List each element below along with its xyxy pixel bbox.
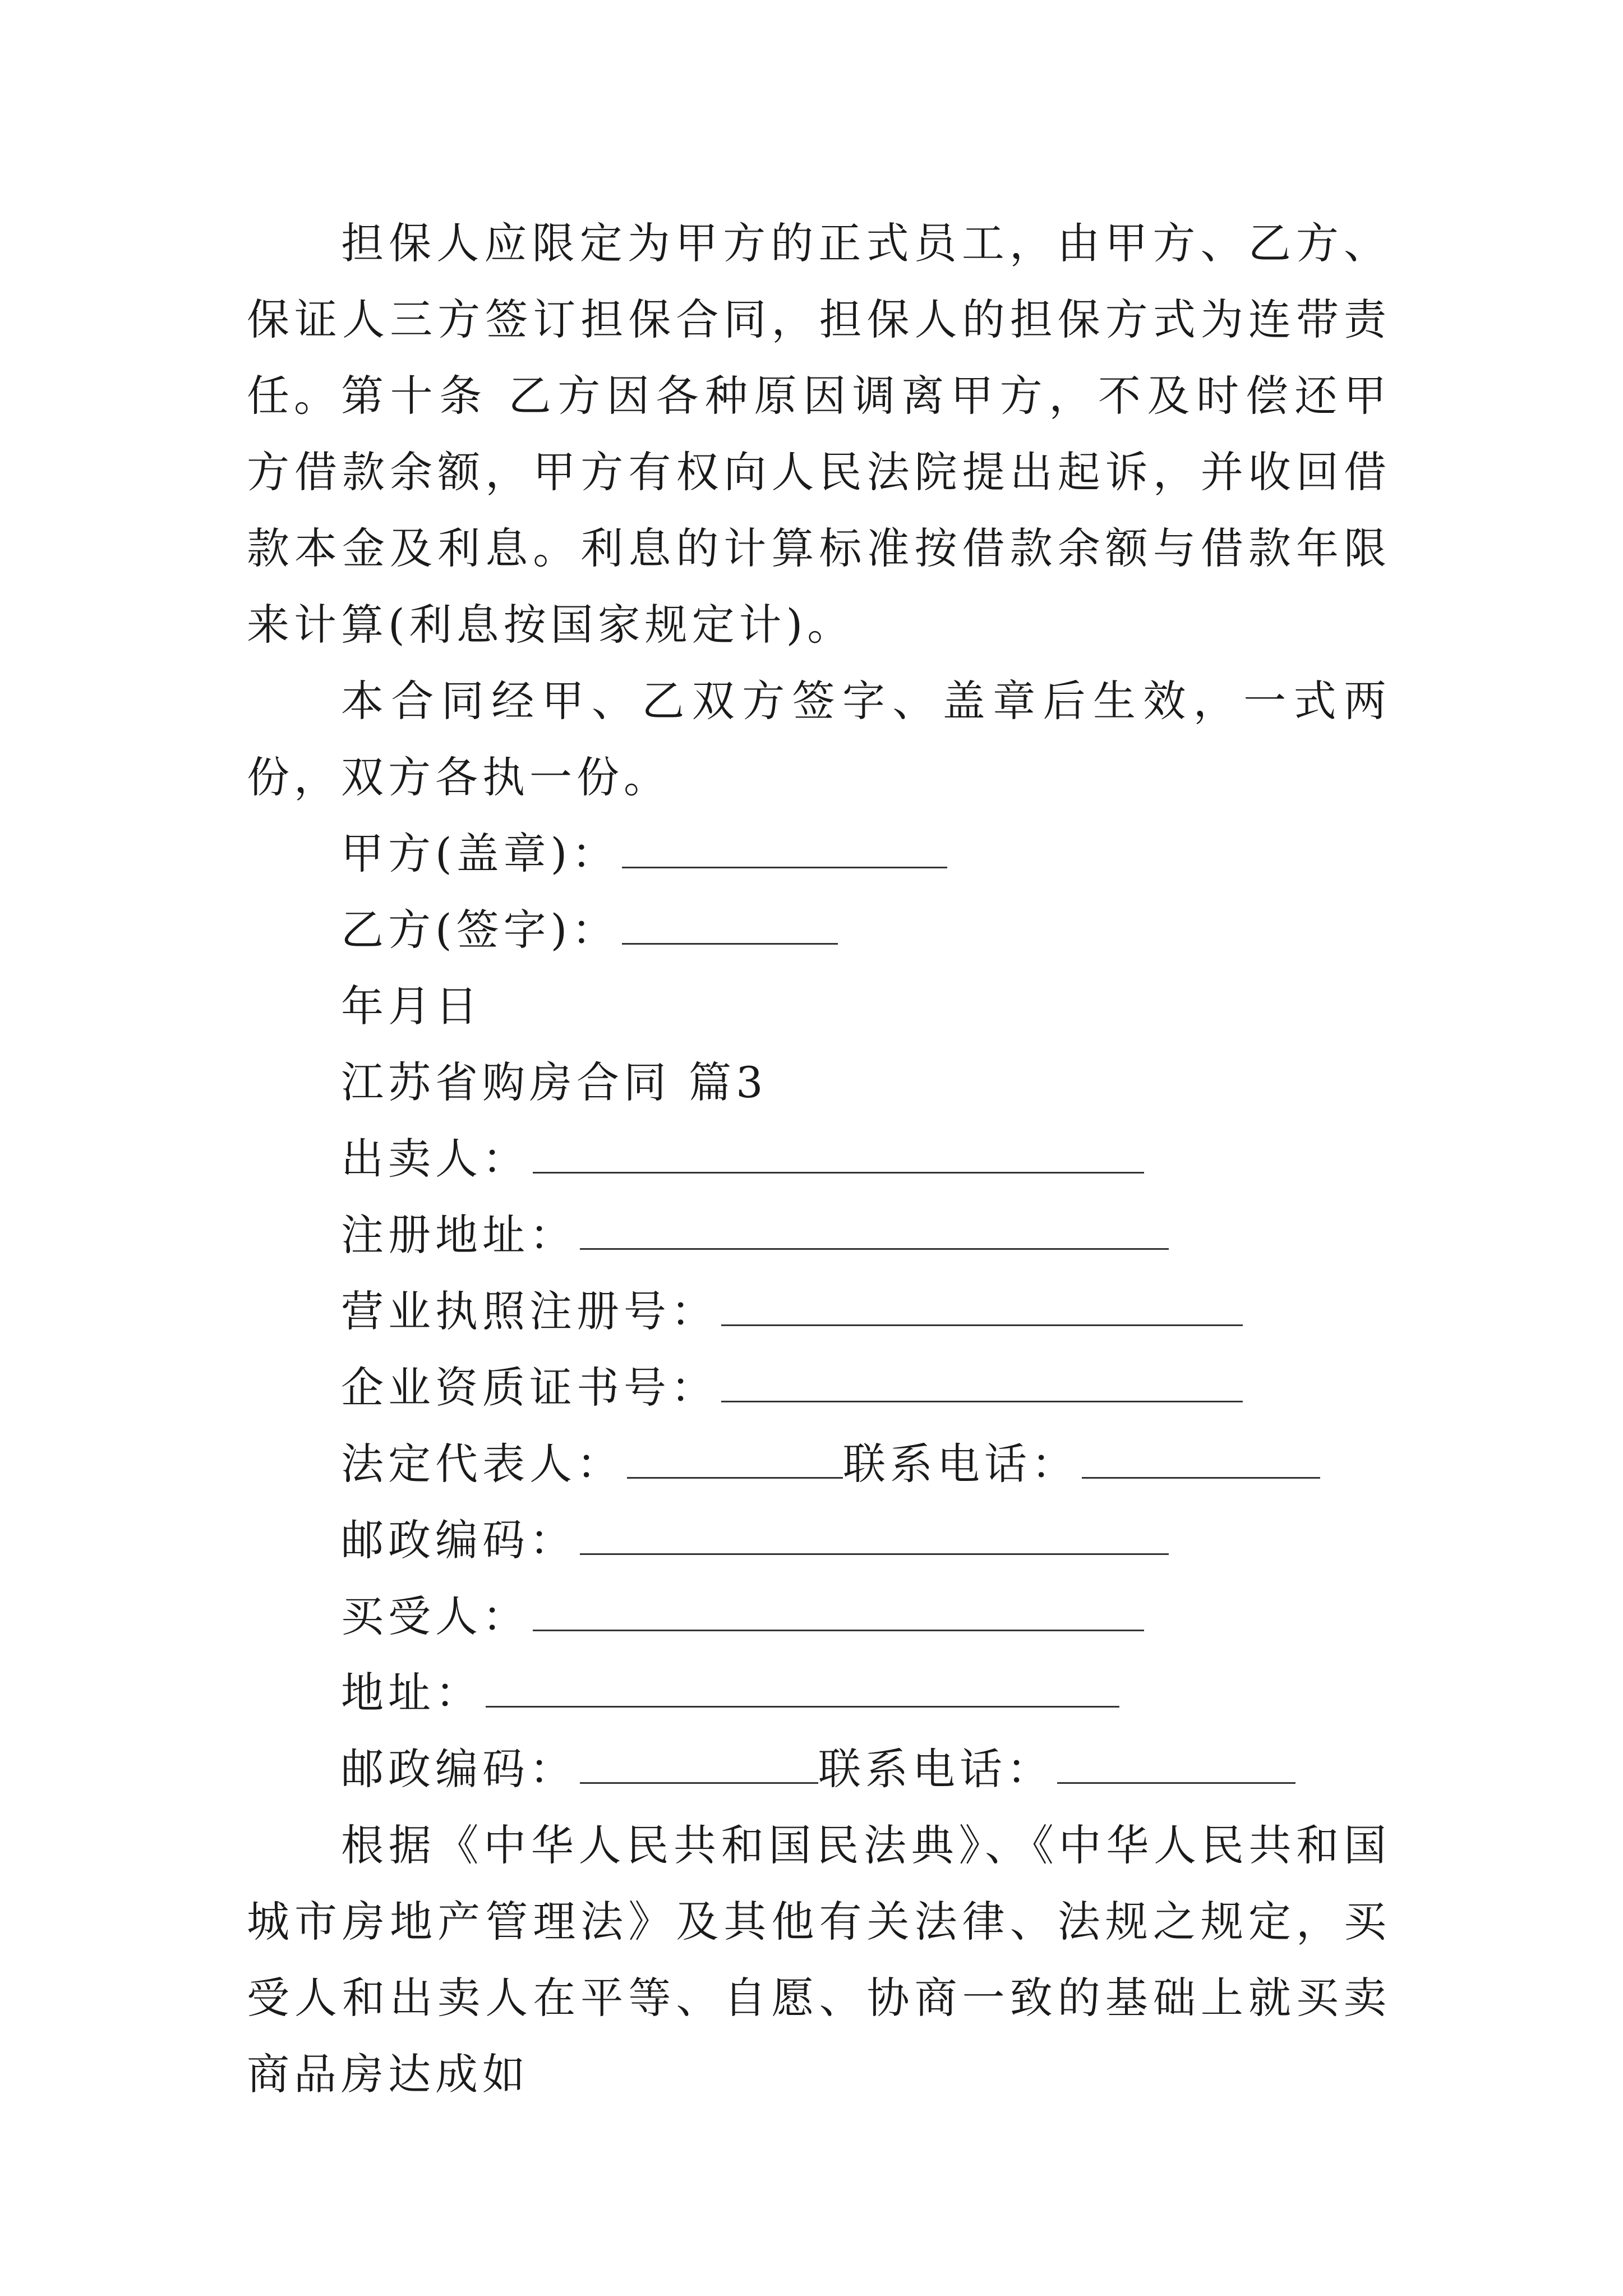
party-b-signature-line [341, 892, 838, 968]
paragraph-guarantor: 担保人应限定为甲方的正式员工，由甲方、乙方、保证人三方签订担保合同，担保人的担保方式为连带责任。 [247, 218, 1391, 421]
party-a-label: 甲方(盖章)： [341, 829, 619, 878]
seller-phone-label: 联系电话： [843, 1439, 1078, 1489]
buyer-address-label: 地址： [341, 1668, 482, 1718]
qualification-number-label: 企业资质证书号： [341, 1363, 718, 1412]
registered-address-label: 注册地址： [341, 1210, 577, 1260]
license-number-blank[interactable] [721, 1291, 1243, 1326]
seller-postcode-label: 邮政编码： [341, 1515, 577, 1565]
buyer-postcode-label: 邮政编码： [341, 1744, 577, 1794]
legal-representative-blank[interactable] [627, 1443, 843, 1479]
legal-representative-label: 法定代表人： [341, 1439, 624, 1489]
paragraph-legal-basis: 根据《中华人民共和国民法典》、《中华人民共和国城市房地产管理法》及其他有关法律、法规之规定，买受人和出卖人在平等、自愿、协商一致的基础上就买卖商品房达成如 [247, 1820, 1391, 2099]
paragraph-article-ten: 第十条 乙方因各种原因调离甲方，不及时偿还甲方借款余额，甲方有权向人民法院提出起诉，并收回借款本金及利息。利息的计算标准按借款余额与借款年限来计算(利息按国家规定计)。 [247, 371, 1391, 650]
party-b-label: 乙方(签字)： [341, 905, 619, 955]
party-a-signature-line [341, 816, 947, 892]
party-b-blank[interactable] [622, 909, 838, 945]
license-number-line [341, 1273, 1243, 1350]
buyer-blank[interactable] [533, 1596, 1144, 1631]
registered-address-blank[interactable] [580, 1214, 1169, 1250]
qualification-number-blank[interactable] [721, 1367, 1243, 1402]
legal-representative-line [341, 1426, 1320, 1502]
buyer-label: 买受人： [341, 1591, 529, 1641]
seller-label: 出卖人： [341, 1134, 529, 1184]
qualification-number-line [341, 1350, 1243, 1426]
seller-line [341, 1121, 1144, 1197]
date-line: 年月日 [341, 981, 482, 1031]
buyer-address-line [341, 1655, 1119, 1731]
seller-blank[interactable] [533, 1138, 1144, 1174]
buyer-phone-blank[interactable] [1057, 1749, 1295, 1784]
party-a-blank[interactable] [622, 833, 947, 868]
seller-postcode-blank[interactable] [580, 1520, 1169, 1555]
buyer-address-blank[interactable] [486, 1672, 1119, 1708]
seller-postcode-line [341, 1502, 1169, 1579]
registered-address-line [341, 1197, 1169, 1273]
buyer-line [341, 1579, 1144, 1655]
license-number-label: 营业执照注册号： [341, 1286, 718, 1336]
buyer-postcode-line [341, 1731, 1295, 1807]
seller-phone-blank[interactable] [1082, 1443, 1320, 1479]
buyer-phone-label: 联系电话： [818, 1744, 1054, 1794]
buyer-postcode-blank[interactable] [580, 1749, 818, 1784]
section-title: 江苏省购房合同 篇3 [341, 1057, 768, 1107]
paragraph-effect: 本合同经甲、乙双方签字、盖章后生效，一式两份，双方各执一份。 [247, 676, 1391, 802]
